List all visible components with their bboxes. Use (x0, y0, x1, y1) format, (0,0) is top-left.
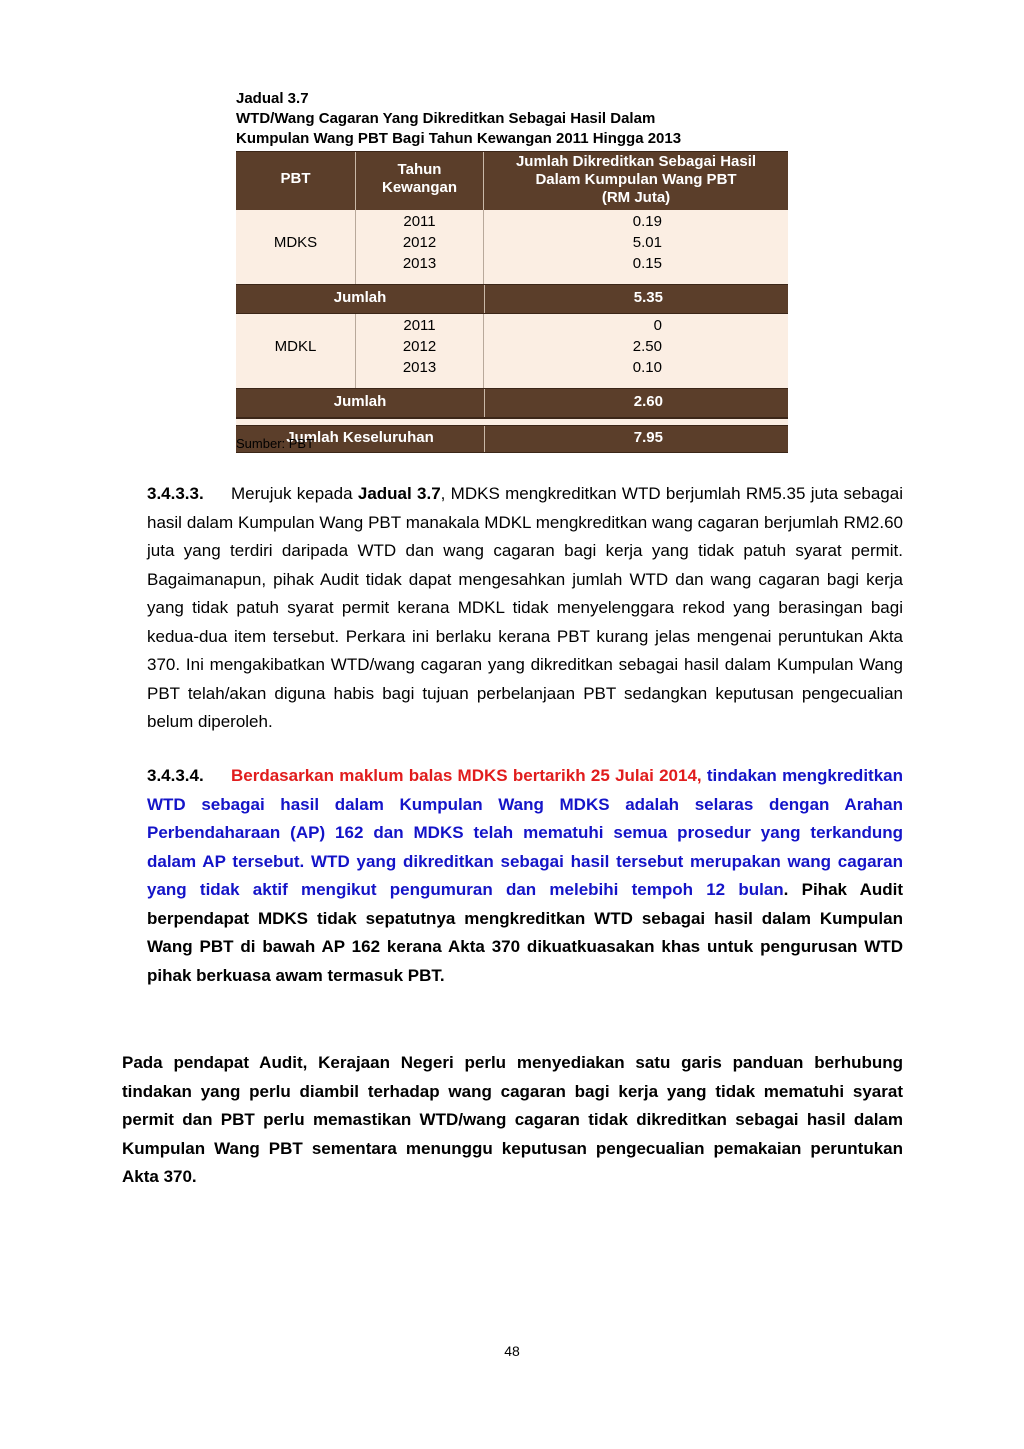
table-label: Jadual 3.7 (236, 90, 309, 107)
value-cell: 0.15 (632, 255, 662, 272)
year-cell: 2012 (402, 338, 437, 355)
table-group-mdkl (236, 314, 788, 388)
grand-total-value-cell (484, 426, 789, 452)
table-spacer (236, 418, 788, 425)
header-jumlah-line3: (RM Juta) (601, 189, 671, 206)
table-source: Sumber: PBT (236, 436, 315, 451)
section-number: 3.4.3.3. (147, 484, 204, 503)
total-value: 2.60 (633, 393, 663, 410)
table-reference: Jadual 3.7 (357, 484, 441, 503)
table-header-row (236, 151, 788, 210)
group-values-cell (484, 314, 788, 388)
value-cell: 5.01 (632, 234, 662, 251)
header-tahun (356, 152, 484, 210)
table-total-row-mdkl (236, 388, 788, 418)
year-cell: 2013 (402, 359, 437, 376)
group-values-cell (484, 210, 788, 284)
year-cell: 2012 (402, 234, 437, 251)
data-table (236, 151, 788, 453)
grand-total-label: Jumlah Keseluruhan (286, 429, 434, 446)
audit-recommendation: Pada pendapat Audit, Kerajaan Negeri perlu menyediakan satu garis panduan berhubung tindakan yang perlu diambil terhadap wang cagaran bagi kerja yang tidak mematuhi syarat permit dan PBT perlu memastikan WTD/wang cagaran tidak dikreditkan sebagai hasil dalam Kumpulan Wang PBT sementara menunggu keputusan pengecualian pemakaian peruntukan Akta 370. (122, 1053, 903, 1186)
header-pbt-label: PBT (280, 170, 311, 187)
header-jumlah (484, 152, 788, 210)
table-total-row-mdks (236, 284, 788, 314)
header-tahun-line1: Tahun (397, 161, 442, 178)
year-list (356, 211, 483, 274)
year-cell: 2013 (402, 255, 437, 272)
value-cell: 2.50 (632, 338, 662, 355)
pbt-name: MDKS (273, 234, 318, 251)
total-value-cell (484, 285, 789, 313)
group-pbt-cell (236, 314, 356, 388)
header-jumlah-label (484, 153, 788, 207)
header-tahun-label (356, 161, 483, 197)
section-number: 3.4.3.4. (147, 766, 204, 785)
table-group-mdks (236, 210, 788, 284)
year-cell: 2011 (403, 317, 436, 334)
value-cell: 0.10 (632, 359, 662, 376)
value-cell: 0 (653, 317, 662, 334)
header-pbt (236, 152, 356, 210)
audit-opinion-text: . Pihak Audit berpendapat MDKS tidak sepatutnya mengkreditkan WTD sebagai hasil dalam Kumpulan Wang PBT di bawah AP 162 kerana Akta 370 dikuatkuasakan khas untuk pengurusan WTD pihak berkuasa awam termasuk PBT. (147, 880, 904, 985)
value-list (484, 315, 662, 378)
header-jumlah-line1: Jumlah Dikreditkan Sebagai Hasil (515, 153, 757, 170)
header-tahun-line2: Kewangan (381, 179, 457, 196)
total-value-cell (484, 389, 789, 417)
page-number: 48 (504, 1343, 520, 1359)
total-label: Jumlah (333, 289, 387, 306)
year-list (356, 315, 483, 378)
table-caption (236, 89, 681, 149)
table-grand-total-row (236, 425, 788, 453)
value-cell: 0.19 (632, 213, 662, 230)
group-years-cell (356, 314, 484, 388)
feedback-red-text: Berdasarkan maklum balas MDKS bertarikh 25 Julai 2014, (231, 766, 702, 785)
grand-total-value: 7.95 (633, 429, 663, 446)
group-years-cell (356, 210, 484, 284)
year-cell: 2011 (403, 213, 436, 230)
paragraph-3-4-3-3 (147, 480, 903, 737)
total-value: 5.35 (633, 289, 663, 306)
paragraph-3-4-3-4 (147, 762, 903, 990)
paragraph-text: , MDKS mengkreditkan WTD berjumlah RM5.35 juta sebagai hasil dalam Kumpulan Wang PBT manakala MDKL mengkreditkan wang cagaran berjumlah RM2.60 juta yang terdiri daripada WTD dan wang cagaran bagi kerja yang tidak patuh syarat permit. Bagaimanapun, pihak Audit tidak dapat mengesahkan jumlah WTD dan wang cagaran bagi kerja yang tidak patuh syarat permit kerana MDKL tidak menyelenggara rekod yang berasingan bagi kedua-dua item tersebut. Perkara ini berlaku kerana PBT kurang jelas mengenai peruntukan Akta 370. Ini mengakibatkan WTD/wang cagaran yang dikreditkan sebagai hasil dalam Kumpulan Wang PBT telah/akan diguna habis bagi tujuan perbelanjaan PBT sedangkan keputusan pengecualian belum diperoleh. (147, 484, 903, 731)
paragraph-text: Merujuk kepada (231, 484, 358, 503)
total-label: Jumlah (333, 393, 387, 410)
group-pbt-cell (236, 210, 356, 284)
pbt-name: MDKL (274, 338, 317, 355)
table-title-line2: Kumpulan Wang PBT Bagi Tahun Kewangan 2011 Hingga 2013 (236, 130, 682, 147)
value-list (484, 211, 662, 274)
header-jumlah-line2: Dalam Kumpulan Wang PBT (535, 171, 737, 188)
feedback-blue-text: tindakan mengkreditkan WTD sebagai hasil dalam Kumpulan Wang MDKS adalah selaras dengan Arahan Perbendaharaan (AP) 162 dan MDKS telah mematuhi semua prosedur yang terkandung dalam AP tersebut. WTD yang dikreditkan sebagai hasil tersebut merupakan wang cagaran yang tidak aktif mengikut pengumuran dan melebihi tempoh 12 bulan (147, 766, 903, 899)
table-title-line1: WTD/Wang Cagaran Yang Dikreditkan Sebagai Hasil Dalam (236, 110, 656, 127)
